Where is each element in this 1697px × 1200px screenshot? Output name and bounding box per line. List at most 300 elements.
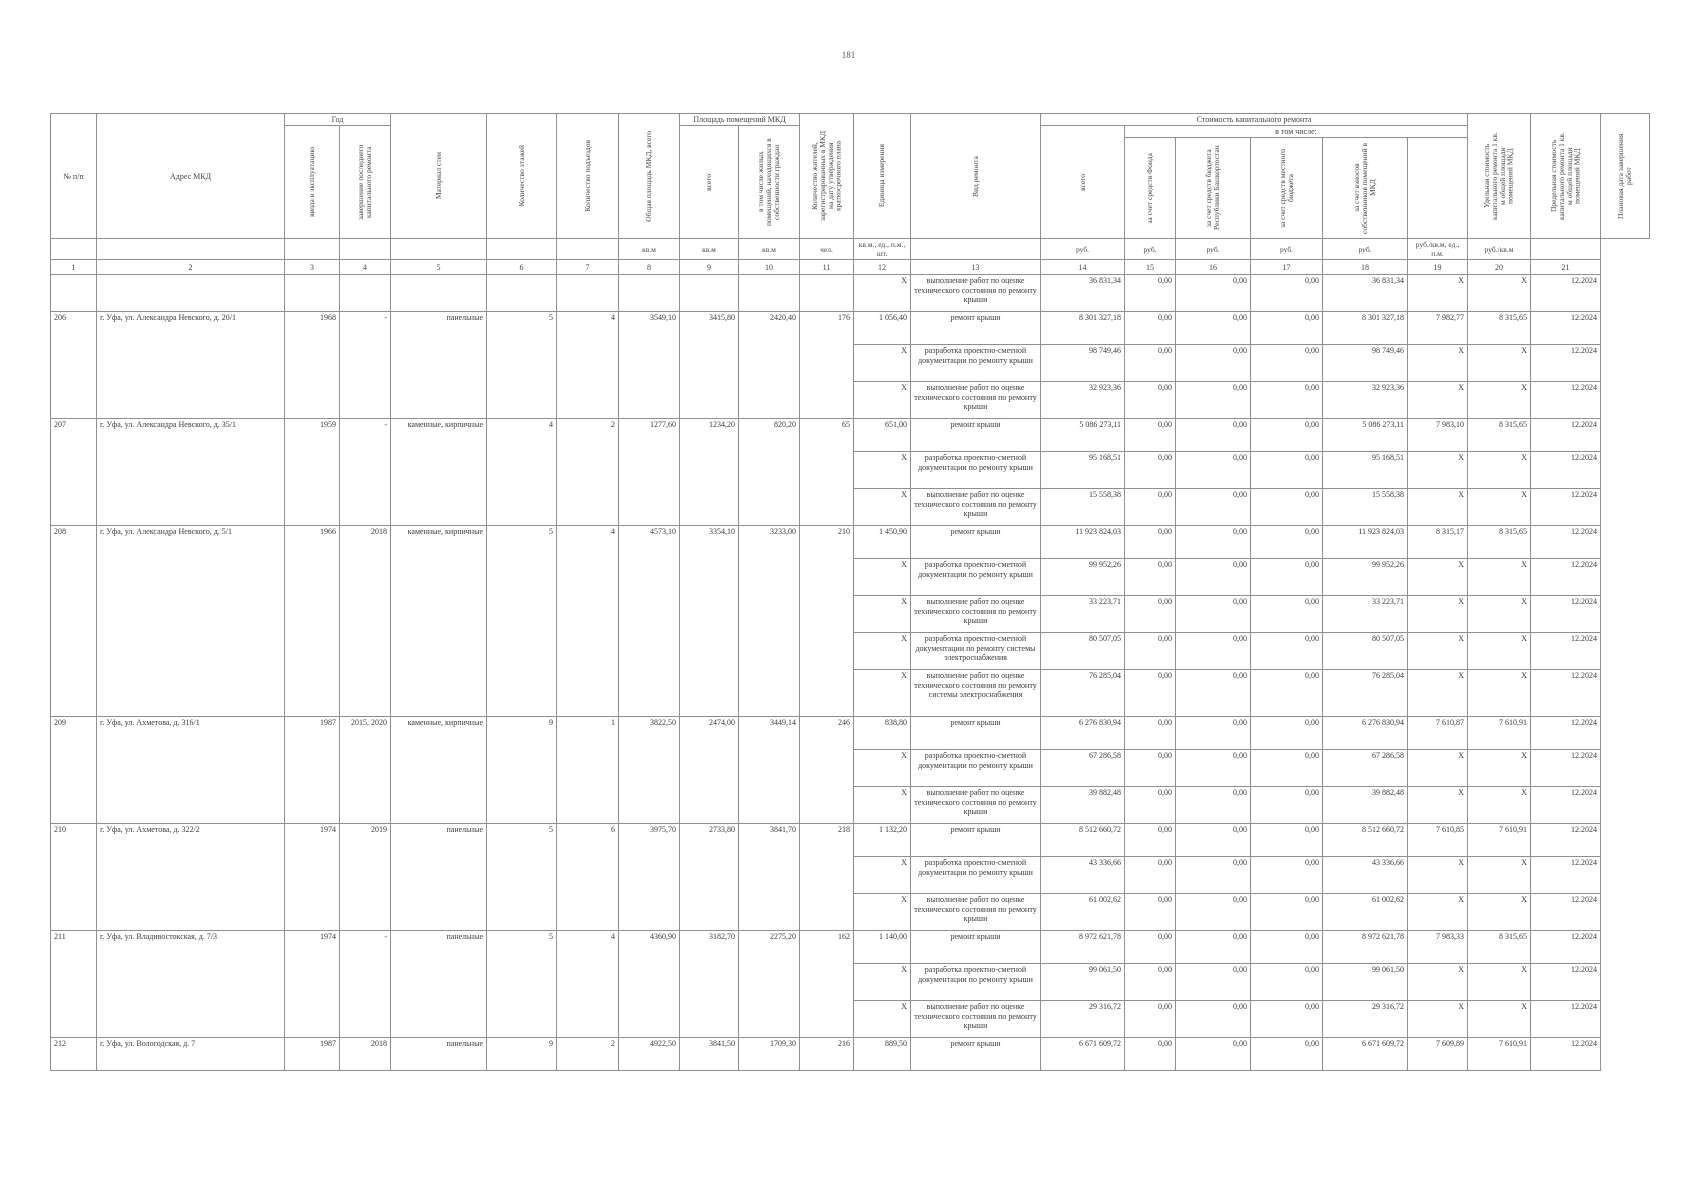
- cost-rb: 0,00: [1176, 559, 1251, 596]
- col-number: 5: [391, 260, 487, 275]
- col-num-header: № п/п: [51, 114, 97, 239]
- entrances: 2: [557, 419, 619, 526]
- max-cost: 8 315,65: [1468, 526, 1531, 559]
- residents: 162: [800, 931, 854, 1038]
- deadline: 12.2024: [1531, 787, 1601, 824]
- floors: 5: [487, 931, 557, 1038]
- col-number: 14: [1041, 260, 1125, 275]
- cost-rb: 0,00: [1176, 489, 1251, 526]
- cost-rb: 0,00: [1176, 750, 1251, 787]
- work-type: разработка проектно-сметной документации по ремонту крыши: [911, 559, 1041, 596]
- work-type: выполнение работ по оценке технического состояния по ремонту крыши: [911, 596, 1041, 633]
- address: г. Уфа, ул. Владивостокская, д. 7/3: [97, 931, 285, 1038]
- cost-fund: 0,00: [1125, 275, 1176, 312]
- col-number: 12: [854, 260, 911, 275]
- residential-area: 1709,30: [739, 1038, 800, 1071]
- premises-area: 3182,70: [680, 931, 739, 1038]
- cost-owners: 33 223,71: [1323, 596, 1408, 633]
- unit-label: кв.м., ед., п.м., шт.: [854, 239, 911, 260]
- work-type: разработка проектно-сметной документации по ремонту крыши: [911, 750, 1041, 787]
- entrances: 2: [557, 1038, 619, 1071]
- x-mark: X: [854, 489, 911, 526]
- col-owners-header: за счет взносов собственников помещений в МКД: [1323, 138, 1408, 239]
- cost-local: 0,00: [1251, 750, 1323, 787]
- unit-label: руб.: [1041, 239, 1125, 260]
- cost-owners: 6 671 609,72: [1323, 1038, 1408, 1071]
- incl-subgroup-header: в том числе:: [1125, 126, 1468, 138]
- floors: 5: [487, 312, 557, 419]
- wall-material: панельные: [391, 1038, 487, 1071]
- unit-cost: 7 609,89: [1408, 1038, 1468, 1071]
- x-mark: X: [854, 670, 911, 717]
- cost-rb: 0,00: [1176, 931, 1251, 964]
- x-mark: X: [854, 559, 911, 596]
- year-repair: 2018: [340, 526, 391, 717]
- col-number: 18: [1323, 260, 1408, 275]
- col-residents-header: Количество жителей, зарегистрированных в МКД на дату утверждения краткосрочного плана: [800, 114, 854, 239]
- table-row: [51, 717, 1650, 750]
- work-type: ремонт крыши: [911, 824, 1041, 857]
- work-type: ремонт крыши: [911, 312, 1041, 345]
- work-type: разработка проектно-сметной документации по ремонту крыши: [911, 345, 1041, 382]
- deadline: 12.2024: [1531, 1001, 1601, 1038]
- cost-total: 8 301 327,18: [1041, 312, 1125, 345]
- col-number: 11: [800, 260, 854, 275]
- cost-local: 0,00: [1251, 596, 1323, 633]
- year-repair: 2018: [340, 1038, 391, 1071]
- col-address-header: Адрес МКД: [97, 114, 285, 239]
- deadline: 12.2024: [1531, 670, 1601, 717]
- unit-label: чел.: [800, 239, 854, 260]
- year-built: 1966: [285, 526, 340, 717]
- col-work-header: Вид ремонта: [911, 114, 1041, 239]
- residential-area: 3233,00: [739, 526, 800, 717]
- deadline: 12.2024: [1531, 750, 1601, 787]
- max-cost: X: [1468, 596, 1531, 633]
- deadline: 12.2024: [1531, 312, 1601, 345]
- max-cost: 8 315,65: [1468, 312, 1531, 345]
- col-fund-header: за счет средств Фонда: [1125, 138, 1176, 239]
- floors: 5: [487, 526, 557, 717]
- unit-cost: 7 983,33: [1408, 931, 1468, 964]
- unit-cost: X: [1408, 857, 1468, 894]
- cost-rb: 0,00: [1176, 1001, 1251, 1038]
- total-area: 4573,10: [619, 526, 680, 717]
- total-area: 4922,50: [619, 1038, 680, 1071]
- col-deadline-header: Плановая дата завершения работ: [1601, 114, 1650, 239]
- cost-total: 8 512 660,72: [1041, 824, 1125, 857]
- work-type: разработка проектно-сметной документации по ремонту системы электроснабжения: [911, 633, 1041, 670]
- cost-fund: 0,00: [1125, 824, 1176, 857]
- cost-total: 8 972 621,78: [1041, 931, 1125, 964]
- deadline: 12.2024: [1531, 526, 1601, 559]
- year-built: 1987: [285, 1038, 340, 1071]
- total-area: 3549,10: [619, 312, 680, 419]
- cost-owners: 29 316,72: [1323, 1001, 1408, 1038]
- work-volume: 651,00: [854, 419, 911, 452]
- wall-material: каменные, кирпичные: [391, 419, 487, 526]
- max-cost: X: [1468, 275, 1531, 312]
- residents: 218: [800, 824, 854, 931]
- cost-fund: 0,00: [1125, 787, 1176, 824]
- cost-total: 32 923,36: [1041, 382, 1125, 419]
- col-year-repair-header: завершение последнего капитального ремонта: [340, 126, 391, 239]
- entrances: 1: [557, 717, 619, 824]
- cost-local: 0,00: [1251, 526, 1323, 559]
- x-mark: X: [854, 633, 911, 670]
- premises-group-header: Площадь помещений МКД: [680, 114, 800, 126]
- cost-fund: 0,00: [1125, 1038, 1176, 1071]
- address: г. Уфа, ул. Александра Невского, д. 35/1: [97, 419, 285, 526]
- deadline: 12.2024: [1531, 382, 1601, 419]
- cost-owners: 8 301 327,18: [1323, 312, 1408, 345]
- cost-total: 95 168,51: [1041, 452, 1125, 489]
- cost-fund: 0,00: [1125, 526, 1176, 559]
- unit-label: кв.м: [680, 239, 739, 260]
- cost-fund: 0,00: [1125, 489, 1176, 526]
- col-number: 19: [1408, 260, 1468, 275]
- total-area: 3975,70: [619, 824, 680, 931]
- cost-total: 67 286,58: [1041, 750, 1125, 787]
- unit-cost: 8 315,17: [1408, 526, 1468, 559]
- row-number: 208: [51, 526, 97, 717]
- year-repair: 2015, 2020: [340, 717, 391, 824]
- max-cost: X: [1468, 489, 1531, 526]
- unit-cost: X: [1408, 964, 1468, 1001]
- cost-local: 0,00: [1251, 824, 1323, 857]
- work-type: выполнение работ по оценке технического состояния по ремонту крыши: [911, 1001, 1041, 1038]
- col-entrances-header: Количество подъездов: [557, 114, 619, 239]
- premises-area: 2474,00: [680, 717, 739, 824]
- wall-material: панельные: [391, 931, 487, 1038]
- cost-local: 0,00: [1251, 857, 1323, 894]
- col-number: 17: [1251, 260, 1323, 275]
- year-built: 1987: [285, 717, 340, 824]
- cost-local: 0,00: [1251, 633, 1323, 670]
- cost-fund: 0,00: [1125, 1001, 1176, 1038]
- entrances: 6: [557, 824, 619, 931]
- cost-local: 0,00: [1251, 931, 1323, 964]
- table-row: [51, 824, 1650, 857]
- residents: 246: [800, 717, 854, 824]
- col-number: 10: [739, 260, 800, 275]
- residential-area: 2275,20: [739, 931, 800, 1038]
- cost-fund: 0,00: [1125, 931, 1176, 964]
- work-type: выполнение работ по оценке технического состояния по ремонту крыши: [911, 489, 1041, 526]
- col-local-header: за счет средств местного бюджета: [1251, 138, 1323, 239]
- cost-rb: 0,00: [1176, 894, 1251, 931]
- year-built: 1968: [285, 312, 340, 419]
- max-cost: X: [1468, 559, 1531, 596]
- cost-owners: 5 086 273,11: [1323, 419, 1408, 452]
- unit-cost: 7 983,10: [1408, 419, 1468, 452]
- residential-area: 820,20: [739, 419, 800, 526]
- col-number: 2: [97, 260, 285, 275]
- cost-owners: 15 558,38: [1323, 489, 1408, 526]
- cost-fund: 0,00: [1125, 419, 1176, 452]
- unit-label: кв.м: [619, 239, 680, 260]
- work-type: ремонт крыши: [911, 1038, 1041, 1071]
- cost-fund: 0,00: [1125, 633, 1176, 670]
- cost-local: 0,00: [1251, 559, 1323, 596]
- cost-owners: 67 286,58: [1323, 750, 1408, 787]
- max-cost: X: [1468, 345, 1531, 382]
- cost-owners: 76 285,04: [1323, 670, 1408, 717]
- work-volume: 1 140,00: [854, 931, 911, 964]
- cost-local: 0,00: [1251, 717, 1323, 750]
- col-number: 13: [911, 260, 1041, 275]
- unit-cost: X: [1408, 1001, 1468, 1038]
- max-cost: X: [1468, 670, 1531, 717]
- cost-rb: 0,00: [1176, 787, 1251, 824]
- max-cost: 7 610,91: [1468, 824, 1531, 857]
- cost-total: 98 749,46: [1041, 345, 1125, 382]
- cost-fund: 0,00: [1125, 345, 1176, 382]
- unit-label: кв.м: [739, 239, 800, 260]
- cost-total: 43 336,66: [1041, 857, 1125, 894]
- cost-rb: 0,00: [1176, 596, 1251, 633]
- work-type: разработка проектно-сметной документации по ремонту крыши: [911, 964, 1041, 1001]
- work-type: выполнение работ по оценке технического состояния по ремонту крыши: [911, 275, 1041, 312]
- x-mark: X: [854, 857, 911, 894]
- work-type: выполнение работ по оценке технического состояния по ремонту крыши: [911, 382, 1041, 419]
- address: г. Уфа, ул. Ахметова, д. 316/1: [97, 717, 285, 824]
- cost-fund: 0,00: [1125, 452, 1176, 489]
- deadline: 12.2024: [1531, 275, 1601, 312]
- cost-rb: 0,00: [1176, 419, 1251, 452]
- work-volume: 1 450,90: [854, 526, 911, 559]
- address: г. Уфа, ул. Александра Невского, д. 5/1: [97, 526, 285, 717]
- cost-local: 0,00: [1251, 345, 1323, 382]
- cost-rb: 0,00: [1176, 382, 1251, 419]
- max-cost: X: [1468, 633, 1531, 670]
- col-unit-cost-header: Удельная стоимость капитального ремонта 1 кв. м общей площади помещений МКД: [1468, 114, 1531, 239]
- work-volume: 838,80: [854, 717, 911, 750]
- year-repair: -: [340, 312, 391, 419]
- unit-label: руб./кв.м, ед., п.м.: [1408, 239, 1468, 260]
- cost-owners: 6 276 830,94: [1323, 717, 1408, 750]
- x-mark: X: [854, 750, 911, 787]
- x-mark: X: [854, 787, 911, 824]
- cost-rb: 0,00: [1176, 452, 1251, 489]
- col-number: 4: [340, 260, 391, 275]
- cost-local: 0,00: [1251, 382, 1323, 419]
- cost-group-header: Стоимость капитального ремонта: [1041, 114, 1468, 126]
- premises-area: 1234,20: [680, 419, 739, 526]
- cost-local: 0,00: [1251, 894, 1323, 931]
- row-number: 210: [51, 824, 97, 931]
- cost-rb: 0,00: [1176, 824, 1251, 857]
- col-number: 16: [1176, 260, 1251, 275]
- x-mark: X: [854, 452, 911, 489]
- unit-cost: X: [1408, 452, 1468, 489]
- col-wall-header: Материал стен: [391, 114, 487, 239]
- unit-cost: 7 982,77: [1408, 312, 1468, 345]
- cost-fund: 0,00: [1125, 559, 1176, 596]
- deadline: 12.2024: [1531, 1038, 1601, 1071]
- wall-material: панельные: [391, 824, 487, 931]
- col-number: 3: [285, 260, 340, 275]
- cost-total: 11 923 824,03: [1041, 526, 1125, 559]
- table-row: [51, 1038, 1650, 1071]
- col-total-area-header: Общая площадь МКД, всего: [619, 114, 680, 239]
- cost-owners: 8 972 621,78: [1323, 931, 1408, 964]
- x-mark: X: [854, 382, 911, 419]
- cost-rb: 0,00: [1176, 964, 1251, 1001]
- entrances: 4: [557, 526, 619, 717]
- floors: 5: [487, 824, 557, 931]
- year-built: 1974: [285, 931, 340, 1038]
- unit-cost: X: [1408, 489, 1468, 526]
- deadline: 12.2024: [1531, 452, 1601, 489]
- entrances: 4: [557, 312, 619, 419]
- column-numbers-row: [51, 260, 1650, 275]
- cost-local: 0,00: [1251, 964, 1323, 1001]
- table-row: [51, 312, 1650, 345]
- residents: 65: [800, 419, 854, 526]
- wall-material: панельные: [391, 312, 487, 419]
- cost-total: 80 507,05: [1041, 633, 1125, 670]
- unit-cost: X: [1408, 345, 1468, 382]
- deadline: 12.2024: [1531, 964, 1601, 1001]
- cost-owners: 95 168,51: [1323, 452, 1408, 489]
- cost-total: 36 831,34: [1041, 275, 1125, 312]
- floors: 4: [487, 419, 557, 526]
- cost-local: 0,00: [1251, 670, 1323, 717]
- work-type: выполнение работ по оценке технического состояния по ремонту крыши: [911, 787, 1041, 824]
- deadline: 12.2024: [1531, 345, 1601, 382]
- cost-fund: 0,00: [1125, 857, 1176, 894]
- cost-total: 61 002,62: [1041, 894, 1125, 931]
- table-row: [51, 931, 1650, 964]
- cost-owners: 11 923 824,03: [1323, 526, 1408, 559]
- work-volume: 889,50: [854, 1038, 911, 1071]
- max-cost: 8 315,65: [1468, 931, 1531, 964]
- cost-owners: 32 923,36: [1323, 382, 1408, 419]
- table-row: [51, 275, 1650, 312]
- unit-cost: X: [1408, 559, 1468, 596]
- address: г. Уфа, ул. Александра Невского, д. 20/1: [97, 312, 285, 419]
- x-mark: X: [854, 894, 911, 931]
- residential-area: 2420,40: [739, 312, 800, 419]
- address: г. Уфа, ул. Ахметова, д. 322/2: [97, 824, 285, 931]
- col-prem-total-header: всего: [680, 126, 739, 239]
- deadline: 12.2024: [1531, 633, 1601, 670]
- wall-material: каменные, кирпичные: [391, 526, 487, 717]
- cost-total: 76 285,04: [1041, 670, 1125, 717]
- max-cost: X: [1468, 452, 1531, 489]
- total-area: 3822,50: [619, 717, 680, 824]
- deadline: 12.2024: [1531, 824, 1601, 857]
- max-cost: X: [1468, 857, 1531, 894]
- residential-area: 3841,70: [739, 824, 800, 931]
- cost-fund: 0,00: [1125, 596, 1176, 633]
- cost-rb: 0,00: [1176, 857, 1251, 894]
- unit-cost: X: [1408, 750, 1468, 787]
- cost-total: 99 952,26: [1041, 559, 1125, 596]
- deadline: 12.2024: [1531, 596, 1601, 633]
- cost-local: 0,00: [1251, 1038, 1323, 1071]
- row-number: 212: [51, 1038, 97, 1071]
- col-number: 8: [619, 260, 680, 275]
- year-group-header: Год: [285, 114, 391, 126]
- x-mark: X: [854, 275, 911, 312]
- cost-local: 0,00: [1251, 489, 1323, 526]
- total-area: 1277,60: [619, 419, 680, 526]
- floors: 9: [487, 717, 557, 824]
- premises-area: 3841,50: [680, 1038, 739, 1071]
- year-built: 1974: [285, 824, 340, 931]
- col-number: 21: [1531, 260, 1601, 275]
- cost-total: 33 223,71: [1041, 596, 1125, 633]
- work-type: выполнение работ по оценке технического состояния по ремонту крыши: [911, 894, 1041, 931]
- unit-cost: X: [1408, 633, 1468, 670]
- cost-owners: 80 507,05: [1323, 633, 1408, 670]
- unit-cost: X: [1408, 670, 1468, 717]
- cost-owners: 98 749,46: [1323, 345, 1408, 382]
- unit-cost: 7 610,87: [1408, 717, 1468, 750]
- cost-local: 0,00: [1251, 312, 1323, 345]
- premises-area: 3354,10: [680, 526, 739, 717]
- unit-label: руб.: [1323, 239, 1408, 260]
- x-mark: X: [854, 1001, 911, 1038]
- row-number: 207: [51, 419, 97, 526]
- cost-fund: 0,00: [1125, 717, 1176, 750]
- cost-total: 5 086 273,11: [1041, 419, 1125, 452]
- cost-fund: 0,00: [1125, 382, 1176, 419]
- cost-owners: 39 882,48: [1323, 787, 1408, 824]
- residents: 216: [800, 1038, 854, 1071]
- col-rb-header: за счет средств бюджета Республики Башкортостан: [1176, 138, 1251, 239]
- cost-fund: 0,00: [1125, 312, 1176, 345]
- year-repair: -: [340, 419, 391, 526]
- cost-rb: 0,00: [1176, 275, 1251, 312]
- work-type: ремонт крыши: [911, 526, 1041, 559]
- address: г. Уфа, ул. Вологодская, д. 7: [97, 1038, 285, 1071]
- wall-material: каменные, кирпичные: [391, 717, 487, 824]
- row-number: 209: [51, 717, 97, 824]
- residents: 176: [800, 312, 854, 419]
- deadline: 12.2024: [1531, 489, 1601, 526]
- cost-owners: 36 831,34: [1323, 275, 1408, 312]
- work-volume: 1 056,40: [854, 312, 911, 345]
- max-cost: X: [1468, 382, 1531, 419]
- work-type: разработка проектно-сметной документации по ремонту крыши: [911, 857, 1041, 894]
- cost-total: 6 276 830,94: [1041, 717, 1125, 750]
- unit-label: руб.: [1125, 239, 1176, 260]
- work-type: ремонт крыши: [911, 931, 1041, 964]
- cost-fund: 0,00: [1125, 964, 1176, 1001]
- max-cost: 7 610,91: [1468, 1038, 1531, 1071]
- cost-fund: 0,00: [1125, 670, 1176, 717]
- max-cost: 7 610,91: [1468, 717, 1531, 750]
- row-number: 206: [51, 312, 97, 419]
- deadline: 12.2024: [1531, 857, 1601, 894]
- col-number: 6: [487, 260, 557, 275]
- unit-cost: X: [1408, 596, 1468, 633]
- cost-local: 0,00: [1251, 275, 1323, 312]
- unit-cost: X: [1408, 787, 1468, 824]
- cost-total: 39 882,48: [1041, 787, 1125, 824]
- x-mark: X: [854, 964, 911, 1001]
- capital-repair-table: [50, 113, 1650, 1071]
- year-repair: -: [340, 931, 391, 1038]
- max-cost: 8 315,65: [1468, 419, 1531, 452]
- premises-area: 3415,80: [680, 312, 739, 419]
- col-year-built-header: ввода в эксплуатацию: [285, 126, 340, 239]
- x-mark: X: [854, 345, 911, 382]
- max-cost: X: [1468, 787, 1531, 824]
